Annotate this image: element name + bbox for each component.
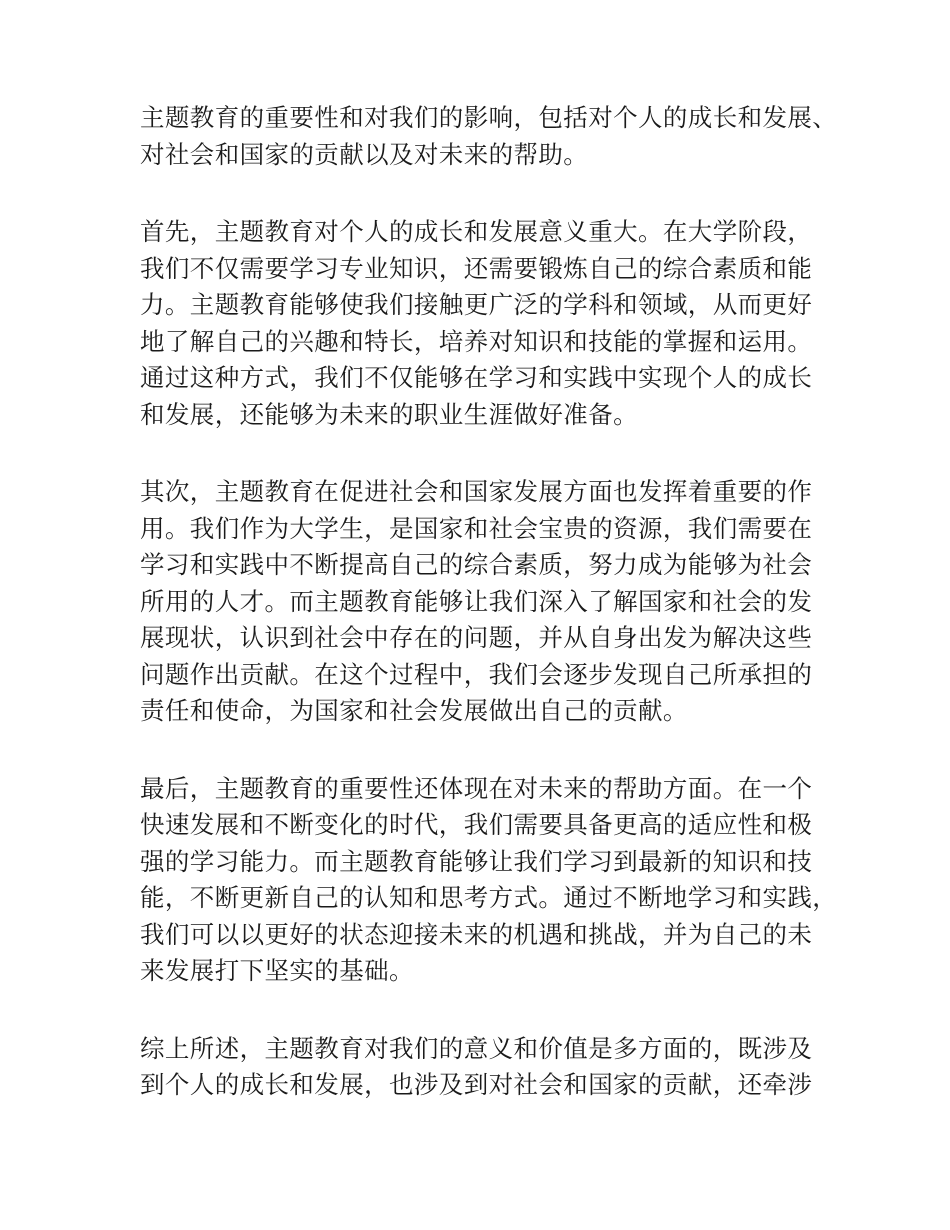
text-line: 对社会和国家的贡献以及对未来的帮助。 xyxy=(140,139,589,169)
text-line: 和发展，还能够为未来的职业生涯做好准备。 xyxy=(140,399,638,429)
paragraph-personal-growth xyxy=(140,214,840,433)
text-line: 所用的人才。而主题教育能够让我们深入了解国家和社会的发 xyxy=(140,586,813,616)
text-line: 地了解自己的兴趣和特长，培养对知识和技能的掌握和运用。 xyxy=(140,326,813,356)
text-line: 主题教育的重要性和对我们的影响，包括对个人的成长和发展、 xyxy=(140,103,838,132)
text-line: 用。我们作为大学生，是国家和社会宝贵的资源，我们需要在 xyxy=(140,513,813,543)
text-line: 展现状，认识到社会中存在的问题，并从自身出发为解决这些 xyxy=(140,623,813,652)
text-line: 力。主题教育能够使我们接触更广泛的学科和领域，从而更好 xyxy=(140,290,813,319)
text-line: 首先，主题教育对个人的成长和发展意义重大。在大学阶段， xyxy=(140,217,813,246)
text-line: 最后，主题教育的重要性还体现在对未来的帮助方面。在一个 xyxy=(140,773,813,803)
document-body xyxy=(140,100,840,1145)
text-line: 我们不仅需要学习专业知识，还需要锻炼自己的综合素质和能 xyxy=(140,253,813,283)
text-line: 快速发展和不断变化的时代，我们需要具备更高的适应性和极 xyxy=(140,810,813,839)
paragraph-conclusion xyxy=(140,1031,840,1104)
paragraph-intro xyxy=(140,100,840,173)
text-line: 能，不断更新自己的认知和思考方式。通过不断地学习和实践， xyxy=(140,883,838,912)
text-line: 通过这种方式，我们不仅能够在学习和实践中实现个人的成长 xyxy=(140,363,813,392)
text-line: 综上所述，主题教育对我们的意义和价值是多方面的，既涉及 xyxy=(140,1033,813,1063)
text-line: 到个人的成长和发展，也涉及到对社会和国家的贡献，还牵涉 xyxy=(140,1070,813,1099)
paragraph-society-nation xyxy=(140,474,840,730)
text-line: 强的学习能力。而主题教育能够让我们学习到最新的知识和技 xyxy=(140,846,813,876)
text-line: 问题作出贡献。在这个过程中，我们会逐步发现自己所承担的 xyxy=(140,659,813,689)
text-line: 其次，主题教育在促进社会和国家发展方面也发挥着重要的作 xyxy=(140,477,813,506)
paragraph-future xyxy=(140,771,840,990)
text-line: 来发展打下坚实的基础。 xyxy=(140,956,414,985)
text-line: 学习和实践中不断提高自己的综合素质，努力成为能够为社会 xyxy=(140,550,813,579)
text-line: 我们可以以更好的状态迎接未来的机遇和挑战，并为自己的未 xyxy=(140,919,813,949)
text-line: 责任和使命，为国家和社会发展做出自己的贡献。 xyxy=(140,696,688,725)
